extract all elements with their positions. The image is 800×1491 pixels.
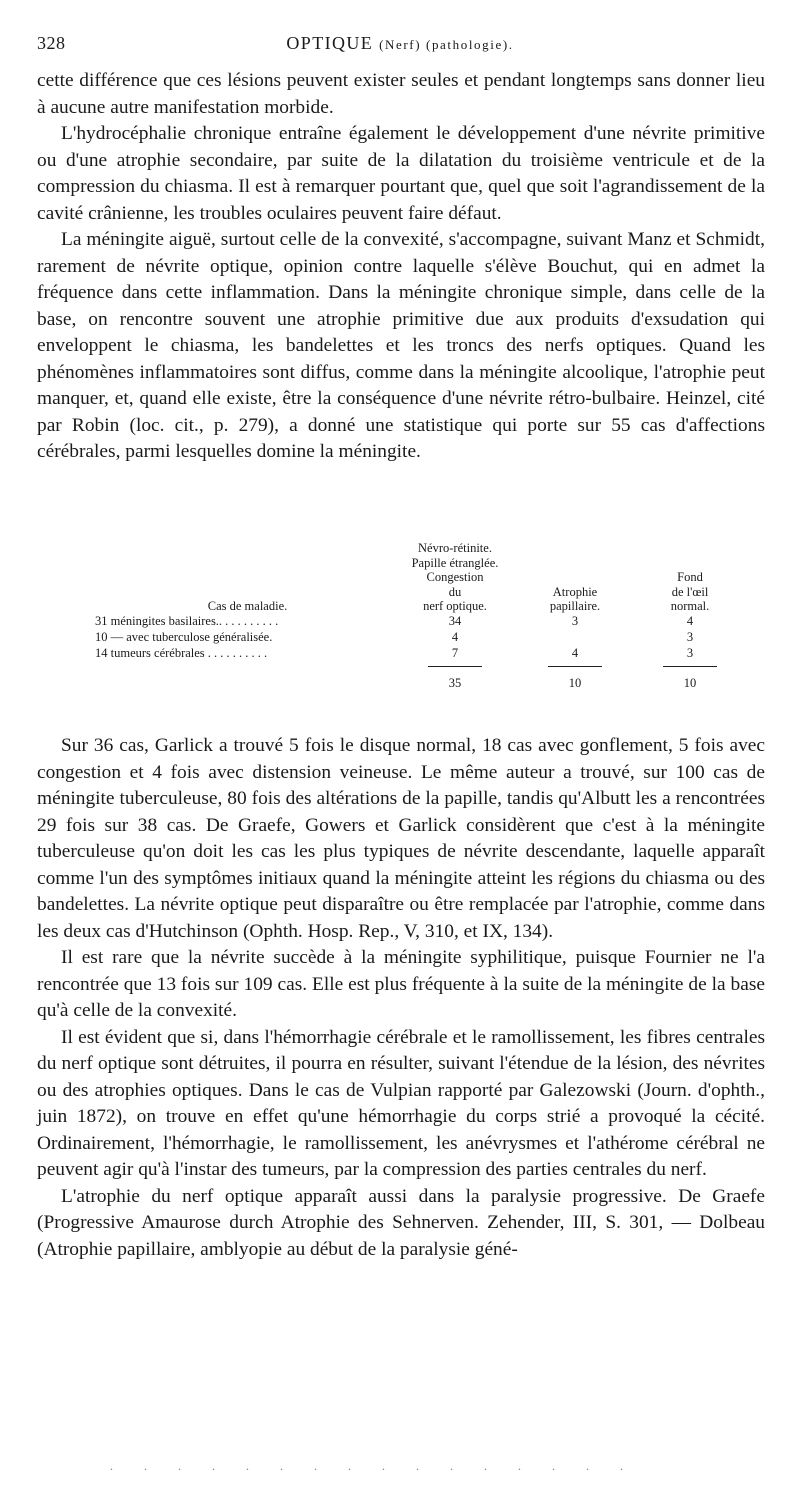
paragraph: L'atrophie du nerf optique apparaît aussi dans la paralysie progressive. De Graefe (Progressive Amaurose durch Atrophie des Sehnerven. Zehender, III, S. 301, — Dolbeau (Atrophie papillaire, amblyopie au début de la paralysie géné- bbox=[37, 1185, 765, 1260]
total-value: 35 bbox=[400, 662, 510, 692]
cell-value: 4 bbox=[571, 645, 579, 660]
table-row bbox=[95, 614, 740, 630]
table-row bbox=[95, 646, 740, 662]
text-block-bottom bbox=[37, 733, 765, 1263]
row-label: 31 méningites basilaires.. . . . . . . . . . bbox=[95, 613, 279, 628]
table-total-row bbox=[95, 662, 740, 692]
cell-value: 4 bbox=[451, 629, 459, 644]
cell-value: 34 bbox=[448, 613, 462, 628]
cell-value: 3 bbox=[686, 629, 694, 644]
running-title bbox=[37, 33, 763, 54]
total-rule bbox=[663, 666, 717, 667]
paragraph: cette différence que ces lésions peuvent exister seules et pendant longtemps sans donner lieu à aucune autre manifestation morbide. bbox=[37, 70, 765, 118]
cell-value: 3 bbox=[686, 645, 694, 660]
cell-value: 7 bbox=[451, 645, 459, 660]
total-rule bbox=[428, 666, 482, 667]
paragraph: Sur 36 cas, Garlick a trouvé 5 fois le disque normal, 18 cas avec gonflement, 5 fois avec congestion et 4 fois avec distension veineuse. Le même auteur a trouvé, sur 100 cas de méningite tuberculeuse, 80 fois des altérations de la papille, tandis qu'Albutt les a rencontrées 29 fois sur 38 cas. De Graefe, Gowers et Garlick considèrent que c'est à la méningite tuberculeuse qu'on doit les cas les plus typiques de névrite descendante, laquelle apparaît comme l'un des symptômes initiaux quand la méningite atteint les régions du chiasma ou des bandelettes. La névrite optique peut disparaître ou être remplacée par l'atrophie, comme dans les deux cas d'Hutchinson (Ophth. Hosp. Rep., V, 310, et IX, 134). bbox=[37, 735, 765, 942]
column-header-normal-fundus: Fond de l'œil normal. bbox=[670, 570, 710, 613]
running-title-subtitle: (Nerf) (pathologie). bbox=[379, 37, 514, 52]
row-label: 14 tumeurs cérébrales . . . . . . . . . . bbox=[95, 645, 268, 660]
cell-value: 4 bbox=[686, 613, 694, 628]
footer-dots: . . . . . . . . . . . . . . . . bbox=[110, 1459, 637, 1473]
cell-value bbox=[510, 630, 640, 646]
column-header-cases: Cas de maladie. bbox=[207, 599, 288, 613]
text-block-top bbox=[37, 68, 765, 466]
paragraph: Il est rare que la névrite succède à la méningite syphilitique, puisque Fournier ne l'a rencontrée que 13 fois sur 109 cas. Elle est plus fréquente à la suite de la méningite de la base qu'à celle de la convexité. bbox=[37, 947, 765, 1021]
running-header bbox=[37, 33, 763, 59]
paragraph: La méningite aiguë, surtout celle de la convexité, s'accompagne, suivant Manz et Schmidt, rarement de névrite optique, opinion contre laquelle s'élève Bouchut, qui en admet la fréquence dans cette inflammation. Dans la méningite chronique simple, dans celle de la base, on rencontre souvent une atrophie primitive due aux produits d'exsudation qui enveloppent le chiasma, les bandelettes et les troncs des nerfs optiques. Quand les phénomènes inflammatoires sont diffus, comme dans la méningite alcoolique, l'atrophie peut manquer, et, quand elle existe, être la conséquence d'une névrite rétro-bulbaire. Heinzel, cité par Robin (loc. cit., p. 279), a donné une statistique qui porte sur 55 cas d'affections cérébrales, parmi lesquelles domine la méningite. bbox=[37, 229, 765, 462]
cell-value: 3 bbox=[571, 613, 579, 628]
table-row bbox=[95, 630, 740, 646]
paragraph: L'hydrocéphalie chronique entraîne également le développement d'une névrite primitive ou d'une atrophie secondaire, par suite de la dilatation du troisième ventricule et de la compression du chiasma. Il est à remarquer pourtant que, quel que soit l'agrandissement de la cavité crânienne, les troubles oculaires peuvent faire défaut. bbox=[37, 123, 765, 224]
statistics-table bbox=[95, 541, 735, 719]
total-rule bbox=[548, 666, 602, 667]
page-number: 328 bbox=[37, 33, 66, 53]
total-value: 10 bbox=[510, 662, 640, 692]
column-header-atrophy: Atrophie papillaire. bbox=[549, 584, 601, 613]
row-label: 10 — avec tuberculose généralisée. bbox=[95, 629, 273, 644]
running-title-main: OPTIQUE bbox=[286, 33, 374, 53]
paragraph: Il est évident que si, dans l'hémorrhagie cérébrale et le ramollissement, les fibres centrales du nerf optique sont détruites, il pourra en résulter, suivant l'étendue de la lésion, des névrites ou des atrophies optiques. Dans le cas de Vulpian rapporté par Galezowski (Journ. d'ophth., juin 1872), on trouve en effet qu'une hémorrhagie du corps strié a provoqué la cécité. Ordinairement, l'hémorrhagie, le ramollissement, les anévrysmes et l'athérome cérébral ne peuvent agir qu'à l'instar des tumeurs, par la compression des parties centrales du nerf. bbox=[37, 1026, 765, 1180]
total-value: 10 bbox=[640, 662, 740, 692]
column-header-neuroretinitis: Névro-rétinite. Papille étranglée. Congestion du nerf optique. bbox=[411, 541, 499, 613]
